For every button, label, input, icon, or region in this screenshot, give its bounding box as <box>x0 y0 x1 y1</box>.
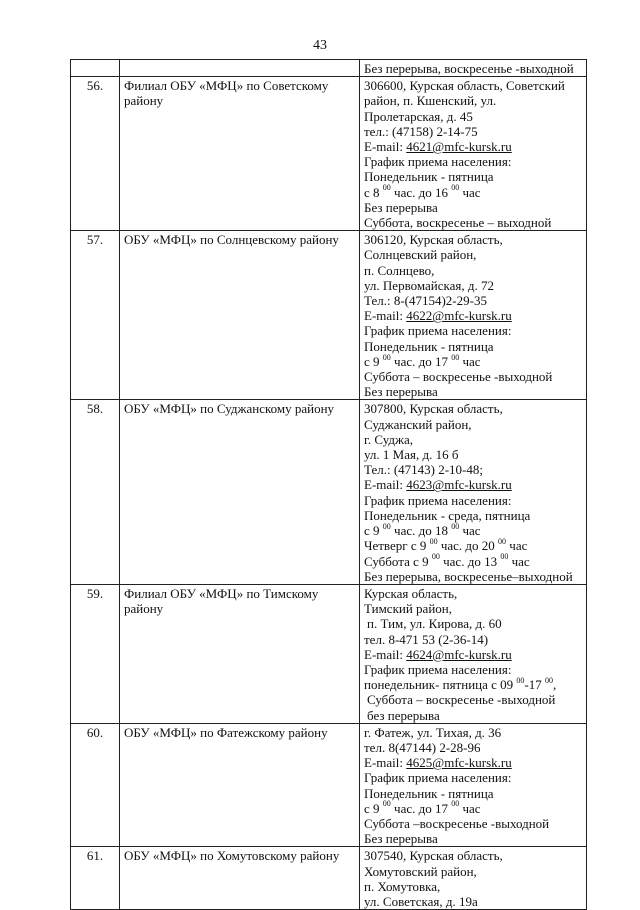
info-line <box>364 247 582 262</box>
line-text: E-mail: <box>364 139 407 155</box>
info-line <box>364 232 582 247</box>
office-contact-info <box>360 400 587 584</box>
line-text: г. Суджа, <box>364 431 414 447</box>
line-text: График приема населения: <box>364 323 512 339</box>
info-line <box>364 308 582 323</box>
time-minutes-superscript: 00 <box>382 183 391 193</box>
line-text: Суббота, воскресенье – выходной <box>364 215 552 231</box>
line-text: E-mail: <box>364 646 407 662</box>
office-contact-info <box>360 723 587 847</box>
info-line <box>364 740 582 755</box>
line-text: Понедельник - пятница <box>364 169 494 185</box>
time-text: час <box>459 800 481 816</box>
time-text: час <box>459 353 481 369</box>
line-text: E-mail: <box>364 308 407 324</box>
email-link[interactable]: 4624@mfc-kursk.ru <box>406 646 512 662</box>
info-line <box>364 632 582 647</box>
info-line <box>364 879 582 894</box>
line-text: Суббота – воскресенье -выходной <box>367 692 556 708</box>
office-contact-info <box>360 584 587 723</box>
info-line <box>364 169 582 184</box>
info-line <box>364 109 582 124</box>
line-text: Тимский район, <box>364 601 452 617</box>
line-text: Понедельник - пятница <box>364 338 494 354</box>
line-text: График приема населения: <box>364 770 512 786</box>
time-minutes-superscript: 00 <box>545 675 553 685</box>
info-line <box>364 154 582 169</box>
info-line <box>364 124 582 139</box>
line-text: Тел.: 8-(47154)2-29-35 <box>364 293 487 309</box>
info-line <box>364 477 582 492</box>
time-minutes-superscript: 00 <box>498 536 507 546</box>
line-text: ул. Советская, д. 19а <box>364 893 478 909</box>
time-text: час. до 20 <box>437 538 499 554</box>
line-text: График приема населения: <box>364 492 512 508</box>
info-line <box>364 677 582 692</box>
line-text: Суббота –воскресенье -выходной <box>364 815 550 831</box>
info-line <box>364 662 582 677</box>
line-text: п. Солнцево, <box>364 262 435 278</box>
line-text: тел.: (47158) 2-14-75 <box>364 123 478 139</box>
carry-over-row <box>71 60 587 77</box>
info-line <box>364 647 582 662</box>
line-text: ул. 1 Мая, д. 16 б <box>364 447 459 463</box>
row-number: 57. <box>71 231 120 400</box>
line-text: Без перерыва <box>364 199 438 215</box>
info-line <box>364 894 582 909</box>
line-text: Суджанский район, <box>364 416 472 432</box>
office-contact-info <box>360 77 587 231</box>
info-line <box>364 586 582 601</box>
table-row <box>71 723 587 847</box>
time-text: час <box>459 184 481 200</box>
info-line <box>364 293 582 308</box>
info-line <box>364 508 582 523</box>
info-line <box>364 569 582 584</box>
office-name: ОБУ «МФЦ» по Суджанскому району <box>120 400 360 584</box>
table-row <box>71 400 587 584</box>
info-line <box>364 432 582 447</box>
info-line <box>364 200 582 215</box>
time-text: час <box>506 538 528 554</box>
info-line <box>364 755 582 770</box>
info-line <box>364 725 582 740</box>
line-text: п. Тим, ул. Кирова, д. 60 <box>367 616 502 632</box>
email-link[interactable]: 4621@mfc-kursk.ru <box>406 139 512 155</box>
time-text: час <box>459 523 481 539</box>
info-line <box>364 139 582 154</box>
email-link[interactable]: 4623@mfc-kursk.ru <box>406 477 512 493</box>
time-minutes-superscript: 00 <box>500 552 509 562</box>
line-text: 306120, Курская область, <box>364 232 503 248</box>
row-number: 58. <box>71 400 120 584</box>
line-text: Солнцевский район, <box>364 247 477 263</box>
row-number: 56. <box>71 77 120 231</box>
table-row <box>71 77 587 231</box>
time-text: , <box>553 677 557 693</box>
line-text: район, п. Кшенский, ул. <box>364 93 497 109</box>
table-cell-name <box>120 60 360 77</box>
table-cell-info <box>360 60 587 77</box>
info-line <box>364 601 582 616</box>
row-number: 59. <box>71 584 120 723</box>
time-minutes-superscript: 00 <box>451 799 460 809</box>
info-line <box>364 801 582 816</box>
info-line <box>364 384 582 399</box>
line-text: Без перерыва <box>364 831 438 847</box>
info-line <box>364 185 582 200</box>
line-text: 306600, Курская область, Советский <box>364 78 565 94</box>
info-line <box>364 462 582 477</box>
line-text: E-mail: <box>364 477 407 493</box>
office-contact-info <box>360 231 587 400</box>
line-text: Суббота – воскресенье -выходной <box>364 369 553 385</box>
time-text: час. до 16 <box>390 184 452 200</box>
time-text: час. до 18 <box>390 523 452 539</box>
info-line <box>364 786 582 801</box>
line-text: Пролетарская, д. 45 <box>364 108 473 124</box>
time-text: с 8 <box>364 184 383 200</box>
line-text: Понедельник - среда, пятница <box>364 507 531 523</box>
info-line <box>364 770 582 785</box>
line-text: тел. 8(47144) 2-28-96 <box>364 739 481 755</box>
schedule-line: Без перерыва, воскресенье -выходной <box>364 61 574 76</box>
info-line <box>364 708 582 723</box>
time-minutes-superscript: 00 <box>429 536 438 546</box>
table-cell-num <box>71 60 120 77</box>
info-line <box>364 816 582 831</box>
info-line <box>364 323 582 338</box>
line-text: Хомутовский район, <box>364 863 477 879</box>
info-line <box>364 401 582 416</box>
time-text: с 9 <box>364 523 383 539</box>
time-text: час. до 17 <box>390 800 452 816</box>
office-name: ОБУ «МФЦ» по Хомутовскому району <box>120 847 360 910</box>
info-line <box>364 692 582 707</box>
email-link[interactable]: 4625@mfc-kursk.ru <box>406 755 512 771</box>
line-text: График приема населения: <box>364 154 512 170</box>
time-text: Суббота с 9 <box>364 553 432 569</box>
info-line <box>364 447 582 462</box>
time-minutes-superscript: 00 <box>382 799 391 809</box>
line-text: г. Фатеж, ул. Тихая, д. 36 <box>364 724 502 740</box>
time-text: час. до 17 <box>390 353 452 369</box>
info-line <box>364 263 582 278</box>
row-number: 60. <box>71 723 120 847</box>
info-line <box>364 538 582 553</box>
line-text: п. Хомутовка, <box>364 878 441 894</box>
info-line <box>364 354 582 369</box>
mfc-offices-table <box>70 59 587 910</box>
table-row <box>71 584 587 723</box>
info-line <box>364 848 582 863</box>
time-text: с 9 <box>364 353 383 369</box>
time-text: -17 <box>524 677 545 693</box>
info-line <box>364 417 582 432</box>
info-line <box>364 278 582 293</box>
info-line <box>364 369 582 384</box>
line-text: График приема населения: <box>364 661 512 677</box>
line-text: E-mail: <box>364 755 407 771</box>
row-number: 61. <box>71 847 120 910</box>
info-line <box>364 215 582 230</box>
time-minutes-superscript: 00 <box>431 552 440 562</box>
info-line <box>364 78 582 93</box>
line-text: Без перерыва, воскресенье–выходной <box>364 568 573 584</box>
time-text: час <box>508 553 530 569</box>
line-text: тел. 8-471 53 (2-36-14) <box>364 631 489 647</box>
office-name: Филиал ОБУ «МФЦ» по Советскому району <box>120 77 360 231</box>
info-line <box>364 864 582 879</box>
time-minutes-superscript: 00 <box>382 352 391 362</box>
time-minutes-superscript: 00 <box>451 352 460 362</box>
time-minutes-superscript: 00 <box>451 183 460 193</box>
office-name: ОБУ «МФЦ» по Фатежскому району <box>120 723 360 847</box>
info-line <box>364 616 582 631</box>
info-line <box>364 554 582 569</box>
line-text: Без перерыва <box>364 384 438 400</box>
time-text: час. до 13 <box>439 553 501 569</box>
line-text: Курская область, <box>364 585 458 601</box>
info-line <box>364 523 582 538</box>
time-text: понедельник- пятница с 09 <box>364 677 517 693</box>
time-text: Четверг с 9 <box>364 538 430 554</box>
table-row <box>71 847 587 910</box>
info-line <box>364 831 582 846</box>
line-text: без перерыва <box>367 707 440 723</box>
info-line <box>364 493 582 508</box>
time-text: с 9 <box>364 800 383 816</box>
line-text: Тел.: (47143) 2-10-48; <box>364 462 483 478</box>
info-line <box>364 339 582 354</box>
line-text: Понедельник - пятница <box>364 785 494 801</box>
office-name: ОБУ «МФЦ» по Солнцевскому району <box>120 231 360 400</box>
office-name: Филиал ОБУ «МФЦ» по Тимскому району <box>120 584 360 723</box>
time-minutes-superscript: 00 <box>516 675 525 685</box>
time-minutes-superscript: 00 <box>382 521 391 531</box>
time-minutes-superscript: 00 <box>451 521 460 531</box>
line-text: ул. Первомайская, д. 72 <box>364 277 494 293</box>
office-contact-info <box>360 847 587 910</box>
info-line <box>364 93 582 108</box>
line-text: 307540, Курская область, <box>364 848 503 864</box>
line-text: 307800, Курская область, <box>364 401 503 417</box>
table-row <box>71 231 587 400</box>
page-number: 43 <box>313 38 327 53</box>
email-link[interactable]: 4622@mfc-kursk.ru <box>406 308 512 324</box>
